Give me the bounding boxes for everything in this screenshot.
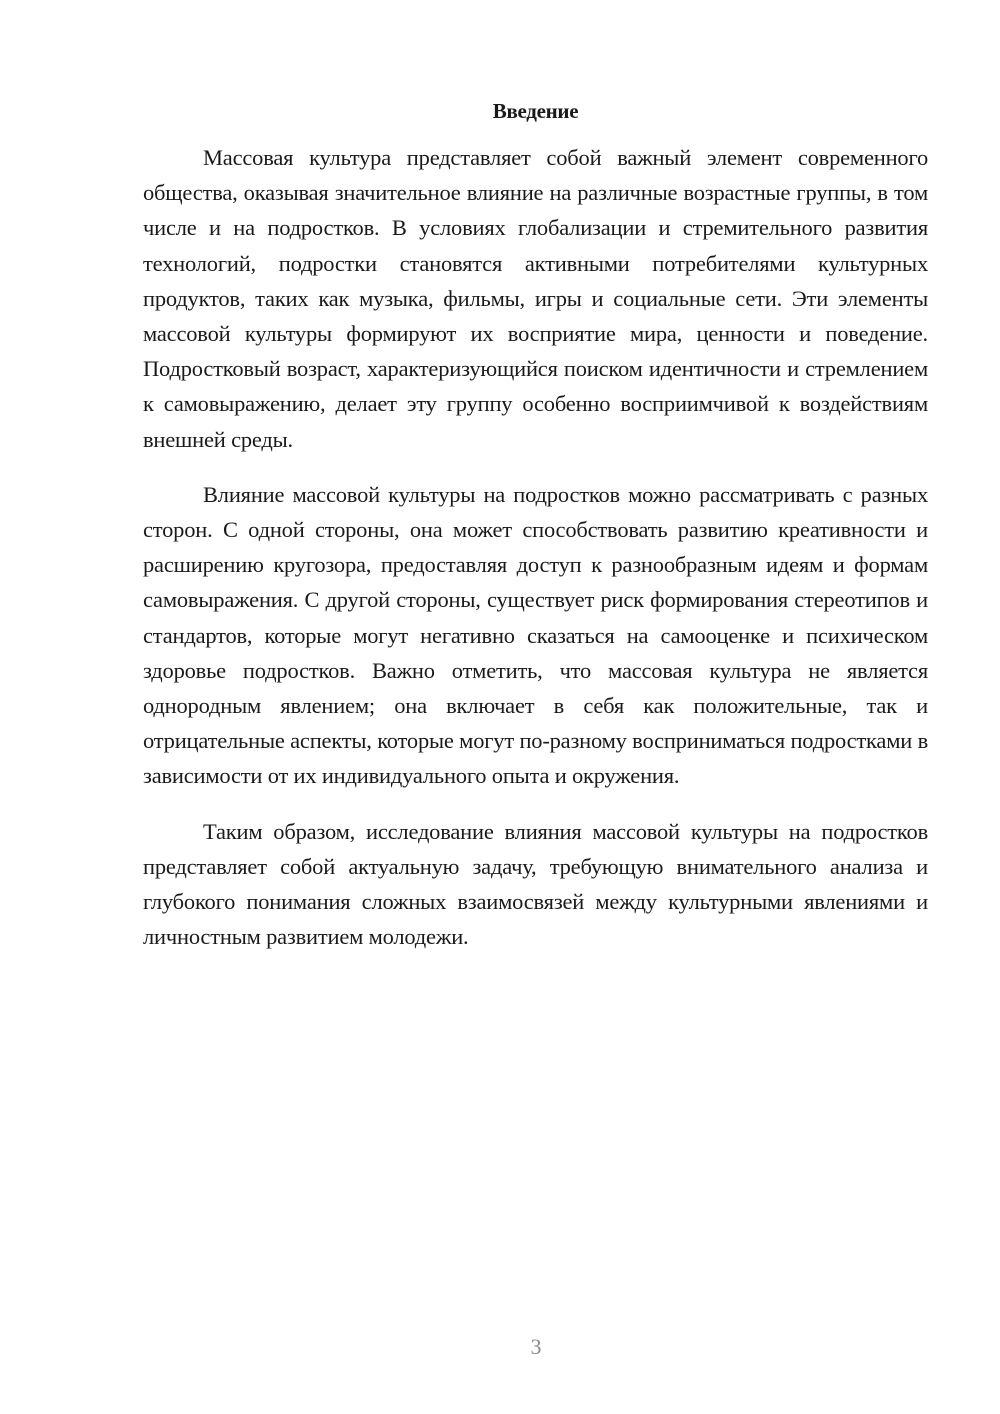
paragraph-3: Таким образом, исследование влияния массовой культуры на подростков представляет собой актуальную задачу, требующую внимательного анализа и глубокого понимания сложных взаимосвязей между культурными явлениями и личностным развитием молодежи. (143, 818, 928, 950)
paragraph-2: Влияние массовой культуры на подростков можно рассматривать с разных сторон. С одной стороны, она может способствовать развитию креативности и расширению кругозора, предоставляя доступ к разнообразным идеям и формам самовыражения. С другой стороны, существует риск формирования стереотипов и стандартов, которые могут негативно сказаться на самооценке и психическом здоровье подростков. Важно отметить, что массовая культура не является однородным явлением; она включает в себя как положительные, так и отрицательные аспекты, которые могут по-разному восприниматься подростками в зависимости от их индивидуального опыта и окружения. (143, 481, 928, 789)
section-title: Введение (492, 99, 579, 123)
page-number: 3 (530, 1334, 542, 1359)
page-content (143, 96, 928, 974)
paragraph-1: Массовая культура представляет собой важный элемент современного общества, оказывая значительное влияние на различные возрастные группы, в том числе и на подростков. В условиях глобализации и стремительного развития технологий, подростки становятся активными потребителями культурных продуктов, таких как музыка, фильмы, игры и социальные сети. Эти элементы массовой культуры формируют их восприятие мира, ценности и поведение. Подростковый возраст, характеризующийся поиском идентичности и стремлением к самовыражению, делает эту группу особенно восприимчивой к воздействиям внешней среды. (143, 145, 928, 452)
